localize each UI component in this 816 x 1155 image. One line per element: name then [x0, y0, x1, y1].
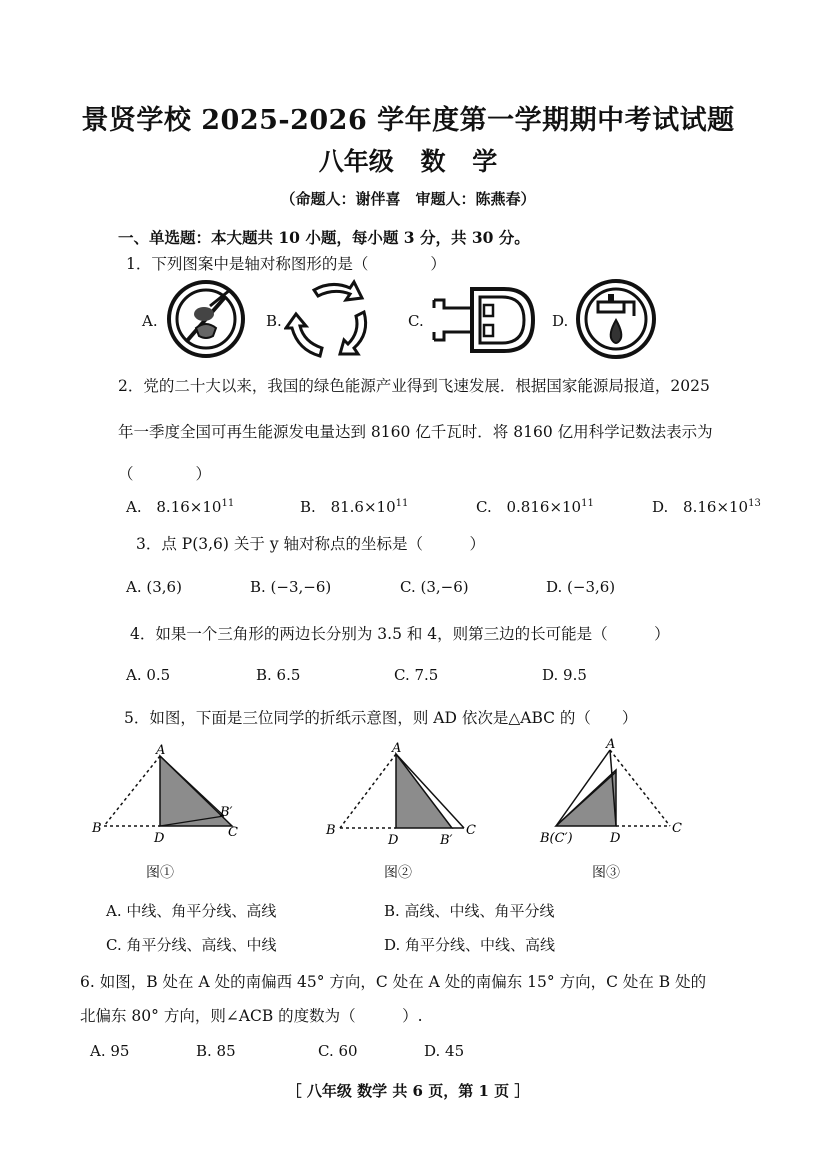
- figure-3-label: 图③: [592, 865, 620, 881]
- figure-2-label: 图②: [384, 865, 412, 881]
- q3-option-a: A. (3,6): [126, 578, 182, 596]
- q5-option-a: A. 中线、角平分线、高线: [106, 902, 277, 920]
- q6-option-a: A. 95: [90, 1042, 130, 1060]
- q4-option-a: A. 0.5: [126, 666, 171, 684]
- q4-option-d: D. 9.5: [542, 666, 587, 684]
- q1-option-b-label: B.: [266, 312, 282, 330]
- fig3-point-b-c-prime: B(C′): [540, 831, 573, 846]
- no-stirring-sign-icon: [166, 276, 246, 362]
- question-3-stem: 3．点 P(3,6) 关于 y 轴对称点的坐标是（ ）: [136, 535, 486, 553]
- exam-authors: （命题人：谢伴喜 审题人：陈燕春）: [280, 190, 536, 208]
- figure-3-fold-diagram: [536, 738, 696, 850]
- fig3-point-d: D: [610, 831, 621, 846]
- exam-subtitle: 八年级 数 学: [318, 147, 498, 176]
- recycle-arrows-icon: [284, 276, 374, 364]
- q5-option-d: D. 角平分线、中线、高线: [384, 936, 556, 954]
- q3-option-b: B. (−3,−6): [250, 578, 332, 596]
- page-footer: ［ 八年级 数学 共 6 页，第 1 页 ］: [286, 1082, 530, 1100]
- q2-option-d: D. $8.16\times 10^{13}$: [652, 498, 761, 516]
- q2-option-b: B. $81.6\times 10^{11}$: [300, 498, 409, 516]
- q1-option-c-label: C.: [408, 312, 424, 330]
- q5-option-c: C. 角平分线、高线、中线: [106, 936, 277, 954]
- fig1-point-a: A: [156, 743, 166, 758]
- figure-1-fold-diagram: [86, 740, 256, 850]
- question-6-line-1: 6. 如图，B 处在 A 处的南偏西 45° 方向，C 处在 A 处的南偏东 15° 方向，C 处在 B 处的: [80, 973, 707, 991]
- fig1-point-b: B: [92, 821, 102, 836]
- question-4-stem: 4．如果一个三角形的两边长分别为 3.5 和 4，则第三边的长可能是（ ）: [130, 625, 670, 643]
- q6-option-c: C. 60: [318, 1042, 358, 1060]
- fig1-point-b-prime: B′: [220, 805, 233, 820]
- q5-option-b: B. 高线、中线、角平分线: [384, 902, 555, 920]
- q4-option-b: B. 6.5: [256, 666, 301, 684]
- question-2-line-2: 年一季度全国可再生能源发电量达到 8160 亿千瓦时．将 8160 亿用科学记数法表示为: [118, 423, 713, 441]
- fig2-point-c: C: [466, 823, 476, 838]
- q2-option-c: C. $0.816\times 10^{11}$: [476, 498, 594, 516]
- q1-option-d-label: D.: [552, 312, 569, 330]
- water-tap-drop-icon: [574, 276, 658, 362]
- q6-option-b: B. 85: [196, 1042, 236, 1060]
- fig2-point-b-prime: B′: [440, 833, 453, 848]
- fig3-point-c: C: [672, 821, 682, 836]
- figure-1-label: 图①: [146, 865, 174, 881]
- fig2-point-b: B: [326, 823, 336, 838]
- section-heading: 一、单选题：本大题共 10 小题，每小题 3 分，共 30 分。: [118, 228, 530, 247]
- exam-title: 景贤学校 2025-2026 学年度第一学期期中考试试题: [81, 105, 735, 136]
- question-5-stem: 5．如图，下面是三位同学的折纸示意图，则 AD 依次是△ABC 的（ ）: [124, 709, 638, 727]
- fig2-point-a: A: [392, 741, 402, 756]
- fig1-point-d: D: [154, 831, 165, 846]
- question-2-line-3: （ ）: [118, 465, 212, 483]
- question-6-line-2: 北偏东 80° 方向，则∠ACB 的度数为（ ）.: [80, 1007, 423, 1025]
- q1-option-a-label: A.: [142, 312, 158, 330]
- fig1-point-c: C: [228, 825, 238, 840]
- fig2-point-d: D: [388, 833, 399, 848]
- q2-option-a: A. $8.16\times 10^{11}$: [126, 498, 235, 516]
- fig3-point-a: A: [606, 738, 616, 752]
- figure-2-fold-diagram: [320, 740, 490, 850]
- q6-option-d: D. 45: [424, 1042, 465, 1060]
- q3-option-d: D. (−3,6): [546, 578, 616, 596]
- q4-option-c: C. 7.5: [394, 666, 439, 684]
- question-2-line-1: 2．党的二十大以来，我国的绿色能源产业得到飞速发展．根据国家能源局报道，2025: [118, 377, 710, 395]
- power-plug-icon: [432, 286, 536, 354]
- q3-option-c: C. (3,−6): [400, 578, 469, 596]
- question-1-stem: 1．下列图案中是轴对称图形的是（ ）: [126, 255, 446, 273]
